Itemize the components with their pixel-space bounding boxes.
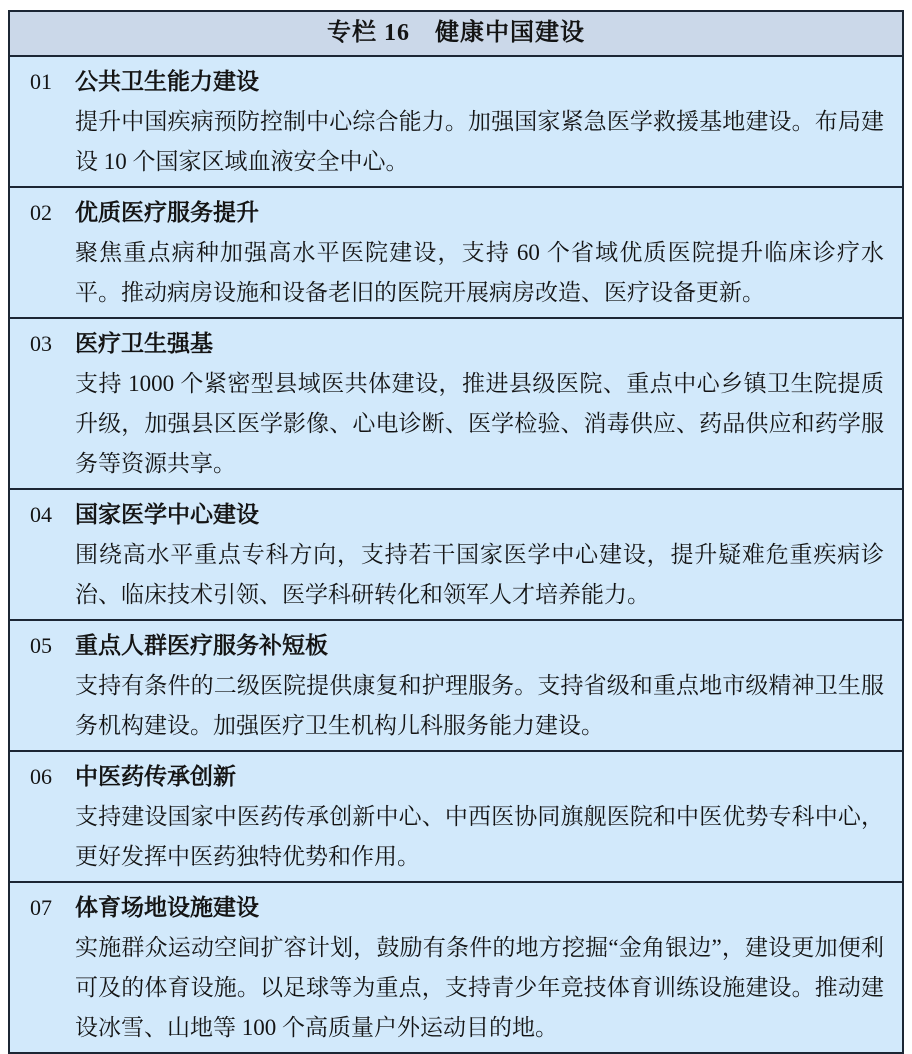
section-07 xyxy=(10,881,902,1052)
section-content xyxy=(75,626,884,746)
section-content xyxy=(75,757,884,877)
section-content xyxy=(75,62,884,182)
section-body: 支持 1000 个紧密型县域医共体建设，推进县级医院、重点中心乡镇卫生院提质升级，加强县区医学影像、心电诊断、医学检验、消毒供应、药品供应和药学服务等资源共享。 xyxy=(75,371,884,476)
section-heading: 医疗卫生强基 xyxy=(75,331,213,356)
section-number: 06 xyxy=(30,764,52,789)
section-01 xyxy=(10,57,902,186)
section-number: 02 xyxy=(30,200,52,225)
section-02 xyxy=(10,186,902,317)
section-heading: 中医药传承创新 xyxy=(75,764,236,789)
section-heading: 体育场地设施建设 xyxy=(75,895,259,920)
section-content xyxy=(75,193,884,313)
section-content xyxy=(75,888,884,1048)
section-number: 01 xyxy=(30,69,52,94)
section-03 xyxy=(10,317,902,488)
section-05 xyxy=(10,619,902,750)
section-body: 聚焦重点病种加强高水平医院建设，支持 60 个省域优质医院提升临床诊疗水平。推动病房设施和设备老旧的医院开展病房改造、医疗设备更新。 xyxy=(75,240,884,305)
section-heading: 优质医疗服务提升 xyxy=(75,200,259,225)
section-heading: 重点人群医疗服务补短板 xyxy=(75,633,328,658)
section-heading: 公共卫生能力建设 xyxy=(75,69,259,94)
section-body: 实施群众运动空间扩容计划，鼓励有条件的地方挖掘“金角银边”，建设更加便利可及的体育设施。以足球等为重点，支持青少年竞技体育训练设施建设。推动建设冰雪、山地等 100 个高质量户外运动目的地。 xyxy=(75,935,884,1040)
section-body: 提升中国疾病预防控制中心综合能力。加强国家紧急医学救援基地建设。布局建设 10 个国家区域血液安全中心。 xyxy=(75,109,884,174)
section-body: 支持建设国家中医药传承创新中心、中西医协同旗舰医院和中医优势专科中心，更好发挥中医药独特优势和作用。 xyxy=(75,804,884,869)
section-04 xyxy=(10,488,902,619)
section-body: 围绕高水平重点专科方向，支持若干国家医学中心建设，提升疑难危重疾病诊治、临床技术引领、医学科研转化和领军人才培养能力。 xyxy=(75,542,884,607)
section-06 xyxy=(10,750,902,881)
section-number: 07 xyxy=(30,895,52,920)
section-heading: 国家医学中心建设 xyxy=(75,502,259,527)
section-number: 03 xyxy=(30,331,52,356)
section-content xyxy=(75,495,884,615)
table-title: 专栏 16 健康中国建设 xyxy=(10,12,902,57)
section-number: 04 xyxy=(30,502,52,527)
section-body: 支持有条件的二级医院提供康复和护理服务。支持省级和重点地市级精神卫生服务机构建设。加强医疗卫生机构儿科服务能力建设。 xyxy=(75,673,884,738)
policy-box-table xyxy=(8,10,904,1054)
section-number: 05 xyxy=(30,633,52,658)
section-content xyxy=(75,324,884,484)
